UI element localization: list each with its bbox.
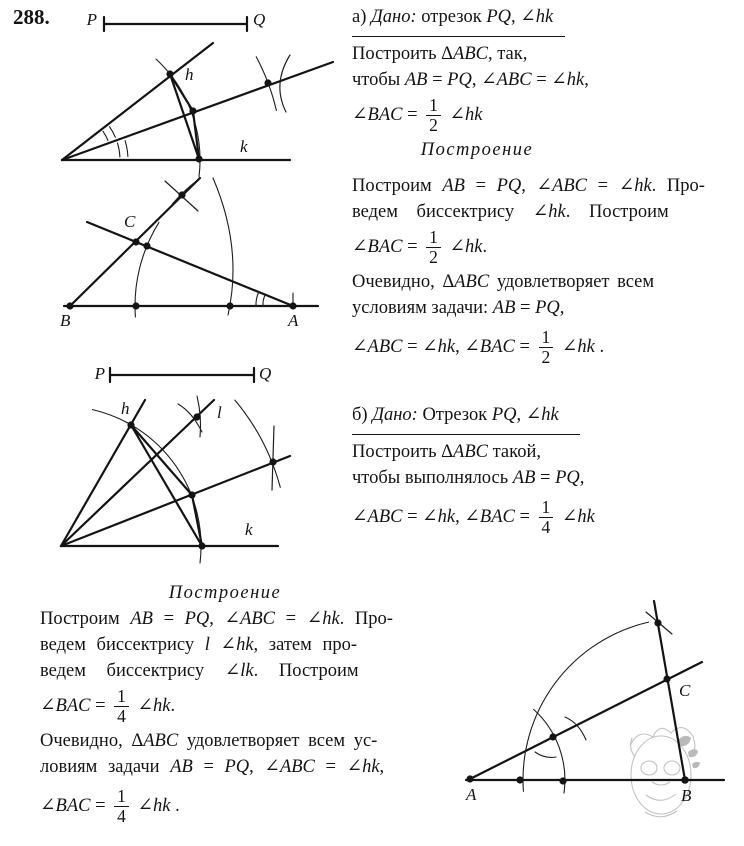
construction-step-a-1: Построим AB = PQ, ∠ABC = ∠hk. Про- [352,176,705,196]
construct-goal-a-3: ∠BAC = $\frac{1}{2}$ ∠hk [352,95,483,136]
construct-goal-b-1: Построить ΔABC такой, [352,442,541,462]
chord-lines [170,74,199,159]
ray-label-h: h [121,399,130,418]
conclusion-a-3: ∠ABC = ∠hk, ∠BAC = $\frac{1}{2}$ ∠hk . [352,327,605,368]
given-statement-b: б) Дано: Отрезок PQ, ∠hk [352,405,559,425]
conclusion-b-3: ∠BAC = $\frac{1}{4}$ ∠hk . [40,786,180,827]
conclusion-b-1: Очевидно, ΔABC удовлетворяет всем ус- [40,731,378,751]
diagram-triangle-abc-a [38,166,330,338]
construct-goal-a-1: Построить ΔABC, так, [352,44,528,64]
construction-step-b-4: ∠BAC = $\frac{1}{4}$ ∠hk. [40,686,176,727]
angle-hk-construction [62,43,333,177]
angle-hlk-construction [61,396,290,563]
point-label-Q: Q [259,364,272,383]
construction-step-a-3: ∠BAC = $\frac{1}{2}$ ∠hk. [352,227,488,268]
vertex-label-B: B [681,786,692,805]
point-label-P: P [94,364,105,383]
construct-goal-a-2: чтобы AB = PQ, ∠ABC = ∠hk, [352,70,589,90]
construct-goal-b-3: ∠ABC = ∠hk, ∠BAC = $\frac{1}{4}$ ∠hk [352,497,595,538]
vertex-label-B: B [60,311,71,330]
solution-part-b [352,402,744,539]
compass-arc-left [135,222,159,317]
ray-label-l: l [217,403,222,422]
ray-l [61,400,214,546]
compass-tick [280,55,290,112]
ray-label-k: k [240,137,248,156]
conclusion-a-2: условиям задачи: AB = PQ, [352,298,565,318]
compass-tick-far [272,426,274,490]
construction-step-b-2: ведем биссектрису l ∠hk, затем про- [40,635,358,655]
angle-mark-arcs [103,127,128,157]
construct-goal-b-2: чтобы выполнялось AB = PQ, [352,468,585,488]
ray-label-h: h [185,65,194,84]
chord-lines [131,425,202,546]
segment-PQ [86,10,266,31]
line-C-to-A [87,222,293,306]
construction-step-a-2: ведем биссектрису ∠hk. Построим [352,202,669,222]
solution-part-a [352,4,744,369]
conclusion-a-1: Очевидно, ΔABC удовлетворяет всем [352,272,655,292]
solution-part-b-construction [40,580,446,828]
construction-step-b-3: ведем биссектрису ∠lk. Построим [40,661,359,681]
diagram-triangle-abc-b [438,594,744,846]
vertex-label-A: A [288,311,299,330]
given-statement-a: а) Дано: отрезок PQ, ∠hk [352,7,554,27]
vertex-label-C: C [124,212,136,231]
compass-arc-large [523,622,649,791]
construction-heading-a: Построение [420,140,534,160]
vertex-label-A: A [466,785,477,804]
conclusion-b-2: ловиям задачи AB = PQ, ∠ABC = ∠hk, [40,757,385,777]
construction-step-b-1: Построим AB = PQ, ∠ABC = ∠hk. Про- [40,609,393,629]
given-separator-a [352,36,565,37]
problem-number: 288. [13,5,50,29]
construction-heading-b: Построение [168,583,282,603]
ray-h [62,43,213,160]
diagram-angle-hlk-bisectors-b [50,358,340,584]
given-separator-b [352,434,580,435]
ray-label-k: k [245,520,253,539]
point-label-Q: Q [253,10,266,29]
segment-PQ-b [94,364,272,383]
compass-arc-right [213,178,233,315]
point-label-P: P [86,10,97,29]
vertex-label-C: C [679,681,691,700]
